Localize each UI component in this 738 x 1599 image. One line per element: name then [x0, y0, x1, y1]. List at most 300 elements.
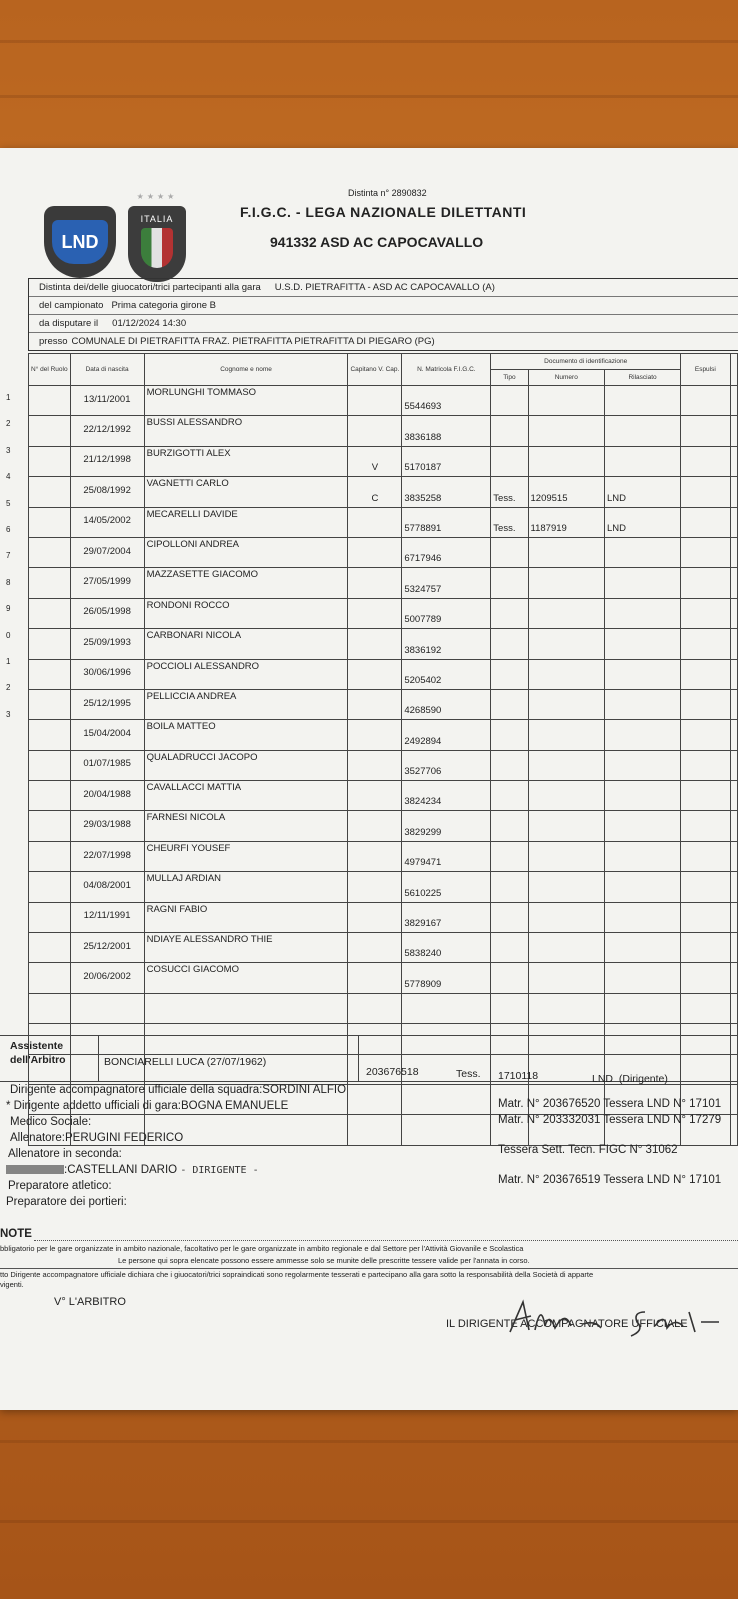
numero-cell	[528, 781, 604, 811]
birth-cell: 25/09/1993	[70, 629, 144, 659]
ruolo-cell	[29, 446, 71, 476]
numero-cell	[528, 933, 604, 963]
col-nome: Cognome e nome	[144, 354, 348, 386]
ruolo-cell	[29, 416, 71, 446]
birth-cell: 20/04/1988	[70, 781, 144, 811]
capitano-cell	[348, 416, 402, 446]
table-row	[29, 568, 738, 598]
table-row	[29, 720, 738, 750]
document-sheet	[0, 148, 738, 1410]
matricola-cell: 5778891	[402, 507, 491, 537]
capitano-cell	[348, 568, 402, 598]
extra-cell	[730, 933, 737, 963]
matricola-cell	[402, 1084, 491, 1114]
extra-cell	[730, 872, 737, 902]
col-capitano: Capitano V. Cap.	[348, 354, 402, 386]
capitano-cell	[348, 720, 402, 750]
tipo-cell	[491, 750, 528, 780]
handwritten-note: - DIRIGENTE -	[180, 1165, 259, 1176]
extra-cell	[730, 689, 737, 719]
rilasciato-cell	[604, 659, 680, 689]
tipo-cell	[491, 963, 528, 993]
espulsi-cell	[681, 963, 730, 993]
capitano-cell	[348, 872, 402, 902]
birth-cell: 14/05/2002	[70, 507, 144, 537]
birth-cell: 20/06/2002	[70, 963, 144, 993]
rilasciato-cell	[604, 416, 680, 446]
espulsi-cell	[681, 750, 730, 780]
name-cell: RONDONI ROCCO	[144, 598, 348, 628]
ruolo-cell	[29, 629, 71, 659]
italia-logo: ★★★★ ITALIA	[128, 206, 186, 282]
table-row	[29, 446, 738, 476]
birth-cell: 15/04/2004	[70, 720, 144, 750]
tipo-cell: Tess.	[491, 507, 528, 537]
medico-line: Medico Sociale:	[10, 1116, 92, 1128]
name-cell: MULLAJ ARDIAN	[144, 872, 348, 902]
numero-cell: 1187919	[528, 507, 604, 537]
row-number: 6	[6, 525, 11, 534]
numero-cell	[528, 872, 604, 902]
numero-cell	[528, 386, 604, 416]
capitano-cell	[348, 1115, 402, 1145]
birth-cell: 22/07/1998	[70, 841, 144, 871]
rilasciato-cell	[604, 568, 680, 598]
espulsi-cell	[681, 902, 730, 932]
rilasciato-cell	[604, 781, 680, 811]
matricola-cell	[402, 1115, 491, 1145]
ruolo-cell	[29, 963, 71, 993]
rilasciato-cell	[604, 689, 680, 719]
name-cell: MAZZASETTE GIACOMO	[144, 568, 348, 598]
tipo-cell	[491, 598, 528, 628]
birth-cell: 25/12/2001	[70, 933, 144, 963]
birth-cell: 22/12/1992	[70, 416, 144, 446]
campionato-line: del campionato Prima categoria girone B	[29, 297, 738, 315]
castellani-line: :CASTELLANI DARIO - DIRIGENTE -	[6, 1164, 259, 1176]
ruolo-cell	[29, 477, 71, 507]
extra-cell	[730, 1115, 737, 1145]
name-cell: PELLICCIA ANDREA	[144, 689, 348, 719]
tipo-cell	[491, 446, 528, 476]
lnd-logo-text: LND	[52, 220, 108, 264]
ruolo-cell	[29, 781, 71, 811]
espulsi-cell	[681, 568, 730, 598]
matricola-cell: 5324757	[402, 568, 491, 598]
team-title: 941332 ASD AC CAPOCAVALLO	[270, 234, 484, 250]
birth-cell: 25/08/1992	[70, 477, 144, 507]
extra-cell	[730, 781, 737, 811]
numero-cell	[528, 993, 604, 1023]
rilasciato-cell	[604, 446, 680, 476]
rilasciato-cell	[604, 386, 680, 416]
assistente-row	[0, 1035, 738, 1085]
ruolo-cell	[29, 902, 71, 932]
rilasciato-cell	[604, 750, 680, 780]
birth-cell	[70, 993, 144, 1023]
name-cell: BURZIGOTTI ALEX	[144, 446, 348, 476]
rilasciato-cell	[604, 720, 680, 750]
players-table	[28, 353, 738, 1146]
extra-cell	[730, 1084, 737, 1114]
espulsi-cell	[681, 933, 730, 963]
assistente-numero: 1710118	[498, 1070, 539, 1082]
extra-cell	[730, 720, 737, 750]
extra-cell	[730, 416, 737, 446]
numero-cell	[528, 720, 604, 750]
tipo-cell	[491, 841, 528, 871]
matricola-cell: 3835258	[402, 477, 491, 507]
seconda-line: Allenatore in seconda:	[8, 1148, 122, 1160]
espulsi-cell	[681, 872, 730, 902]
name-cell: CHEURFI YOUSEF	[144, 841, 348, 871]
table-row	[29, 963, 738, 993]
capitano-cell	[348, 629, 402, 659]
arbitro-label: V° L'ARBITRO	[54, 1296, 126, 1308]
matricola-cell: 5007789	[402, 598, 491, 628]
name-cell: BUSSI ALESSANDRO	[144, 416, 348, 446]
ruolo-cell	[29, 933, 71, 963]
lnd-logo	[44, 206, 116, 278]
ruolo-cell	[29, 689, 71, 719]
dirigente-ufficiale-label: IL DIRIGENTE ACCOMPAGNATORE UFFICIALE	[446, 1318, 688, 1330]
matricola-cell: 5170187	[402, 446, 491, 476]
data-line: da disputare il 01/12/2024 14:30	[29, 315, 738, 333]
numero-cell	[528, 446, 604, 476]
document-title: F.I.G.C. - LEGA NAZIONALE DILETTANTI	[240, 204, 527, 220]
dirigente-line: Dirigente accompagnatore ufficiale della squadra:SORDINI ALFIO	[10, 1084, 347, 1096]
col-rilasciato: Rilasciato	[604, 370, 680, 386]
rilasciato-cell: LND	[604, 507, 680, 537]
col-documento: Documento di identificazione	[491, 354, 681, 370]
addetto-matricola: Matr. N° 203332031 Tessera LND N° 17279	[498, 1114, 722, 1126]
assistente-matricola: 203676518	[366, 1066, 419, 1078]
table-row	[29, 750, 738, 780]
capitano-cell	[348, 1084, 402, 1114]
partecipanti-line: Distinta dei/delle giuocatori/trici partecipanti alla gara U.S.D. PIETRAFITTA - ASD AC CAPOCAVALLO (A)	[29, 279, 738, 297]
atletico-line: Preparatore atletico:	[8, 1180, 112, 1192]
matricola-cell: 5610225	[402, 872, 491, 902]
name-cell: CARBONARI NICOLA	[144, 629, 348, 659]
numero-cell	[528, 568, 604, 598]
extra-cell	[730, 750, 737, 780]
matricola-cell: 2492894	[402, 720, 491, 750]
rilasciato-cell	[604, 963, 680, 993]
extra-cell	[730, 993, 737, 1023]
extra-cell	[730, 446, 737, 476]
extra-cell	[730, 811, 737, 841]
col-nascita: Data di nascita	[70, 354, 144, 386]
tipo-cell	[491, 416, 528, 446]
espulsi-cell	[681, 781, 730, 811]
rilasciato-cell	[604, 841, 680, 871]
row-number: 0	[6, 630, 11, 640]
assistente-rilasciato: LND (Dirigente)	[592, 1073, 668, 1085]
espulsi-cell	[681, 720, 730, 750]
tipo-cell	[491, 933, 528, 963]
birth-cell: 21/12/1998	[70, 446, 144, 476]
note-line-1: bbligatorio per le gare organizzate in ambito nazionale, facoltativo per le gare organizzate in ambito regionale e dal Settore per l'Attività Giovanile e Scolastica	[0, 1244, 524, 1253]
name-cell: MORLUNGHI TOMMASO	[144, 386, 348, 416]
espulsi-cell	[681, 416, 730, 446]
rilasciato-cell	[604, 629, 680, 659]
rilasciato-cell	[604, 598, 680, 628]
extra-cell	[730, 963, 737, 993]
birth-cell: 29/07/2004	[70, 537, 144, 567]
numero-cell	[528, 629, 604, 659]
table-row	[29, 507, 738, 537]
tipo-cell	[491, 689, 528, 719]
table-row	[29, 872, 738, 902]
matricola-cell: 5544693	[402, 386, 491, 416]
tipo-cell	[491, 902, 528, 932]
matricola-cell: 3836188	[402, 416, 491, 446]
row-number: 1	[6, 393, 11, 402]
extra-cell	[730, 477, 737, 507]
capitano-cell	[348, 689, 402, 719]
name-cell: VAGNETTI CARLO	[144, 477, 348, 507]
capitano-cell	[348, 933, 402, 963]
ruolo-cell	[29, 993, 71, 1023]
tipo-cell	[491, 659, 528, 689]
addetto-line: * Dirigente addetto ufficiali di gara:BOGNA EMANUELE	[6, 1100, 289, 1112]
assistente-label-2: dell'Arbitro	[10, 1054, 66, 1066]
ruolo-cell	[29, 568, 71, 598]
row-number: 7	[6, 551, 11, 561]
ruolo-cell	[29, 659, 71, 689]
name-cell	[144, 993, 348, 1023]
espulsi-cell	[681, 477, 730, 507]
extra-cell	[730, 386, 737, 416]
tipo-cell	[491, 568, 528, 598]
capitano-cell	[348, 537, 402, 567]
note-line-2: Le persone qui sopra elencate possono essere ammesse solo se munite delle prescritte tessere valide per l'annata in corso.	[118, 1256, 530, 1265]
espulsi-cell	[681, 993, 730, 1023]
espulsi-cell	[681, 537, 730, 567]
extra-cell	[730, 507, 737, 537]
numero-cell	[528, 841, 604, 871]
numero-cell	[528, 811, 604, 841]
extra-cell	[730, 629, 737, 659]
note-line-4: vigenti.	[0, 1280, 24, 1289]
capitano-cell: V	[348, 446, 402, 476]
rilasciato-cell	[604, 872, 680, 902]
name-cell: QUALADRUCCI JACOPO	[144, 750, 348, 780]
espulsi-cell	[681, 446, 730, 476]
match-info-box	[28, 278, 738, 351]
ruolo-cell	[29, 537, 71, 567]
espulsi-cell	[681, 811, 730, 841]
col-numero: Numero	[528, 370, 604, 386]
table-row	[29, 993, 738, 1023]
extra-cell	[730, 537, 737, 567]
espulsi-cell	[681, 598, 730, 628]
assistente-label: Assistente	[10, 1040, 64, 1052]
rilasciato-cell: LND	[604, 477, 680, 507]
birth-cell: 26/05/1998	[70, 598, 144, 628]
capitano-cell	[348, 781, 402, 811]
birth-cell: 25/12/1995	[70, 689, 144, 719]
matricola-cell: 3527706	[402, 750, 491, 780]
birth-cell: 27/05/1999	[70, 568, 144, 598]
name-cell: FARNESI NICOLA	[144, 811, 348, 841]
matricola-cell: 4268590	[402, 689, 491, 719]
extra-cell	[730, 568, 737, 598]
ruolo-cell	[29, 720, 71, 750]
row-number: 1	[6, 657, 11, 666]
tipo-cell	[491, 781, 528, 811]
numero-cell	[528, 537, 604, 567]
tipo-cell	[491, 629, 528, 659]
row-number: 3	[6, 709, 11, 719]
numero-cell: 1209515	[528, 477, 604, 507]
numero-cell	[528, 963, 604, 993]
name-cell: POCCIOLI ALESSANDRO	[144, 659, 348, 689]
capitano-cell	[348, 963, 402, 993]
capitano-cell	[348, 598, 402, 628]
table-row	[29, 537, 738, 567]
row-number: 4	[6, 472, 11, 482]
tipo-cell	[491, 537, 528, 567]
birth-cell: 04/08/2001	[70, 872, 144, 902]
numero-cell	[528, 902, 604, 932]
row-number: 9	[6, 604, 11, 614]
name-cell: BOILA MATTEO	[144, 720, 348, 750]
col-espulsi: Espulsi	[681, 354, 730, 386]
name-cell: RAGNI FABIO	[144, 902, 348, 932]
name-cell: MECARELLI DAVIDE	[144, 507, 348, 537]
numero-cell	[528, 689, 604, 719]
extra-cell	[730, 598, 737, 628]
ruolo-cell	[29, 750, 71, 780]
matricola-cell: 3829167	[402, 902, 491, 932]
ruolo-cell	[29, 386, 71, 416]
rilasciato-cell	[604, 933, 680, 963]
tipo-cell	[491, 386, 528, 416]
matricola-cell: 3824234	[402, 781, 491, 811]
matricola-cell: 5838240	[402, 933, 491, 963]
col-matricola: N. Matricola F.I.G.C.	[402, 354, 491, 386]
birth-cell: 13/11/2001	[70, 386, 144, 416]
name-cell: NDIAYE ALESSANDRO THIE	[144, 933, 348, 963]
tipo-cell	[491, 872, 528, 902]
birth-cell: 12/11/1991	[70, 902, 144, 932]
note-line-3: tto Dirigente accompagnatore ufficiale dichiara che i giuocatori/trici sopraindicati sono regolarmente tesserati e partecipano alla gara sotto la responsabilità della Società di apparte	[0, 1270, 594, 1279]
matricola-cell: 5205402	[402, 659, 491, 689]
espulsi-cell	[681, 841, 730, 871]
capitano-cell	[348, 993, 402, 1023]
capitano-cell	[348, 507, 402, 537]
numero-cell	[528, 750, 604, 780]
capitano-cell	[348, 659, 402, 689]
tipo-cell	[491, 811, 528, 841]
table-row	[29, 629, 738, 659]
numero-cell	[528, 598, 604, 628]
table-row	[29, 841, 738, 871]
table-row	[29, 386, 738, 416]
assistente-name: BONCIARELLI LUCA (27/07/1962)	[104, 1056, 267, 1068]
capitano-cell	[348, 841, 402, 871]
rilasciato-cell	[604, 537, 680, 567]
matricola-cell: 5778909	[402, 963, 491, 993]
ruolo-cell	[29, 811, 71, 841]
tipo-cell: Tess.	[491, 477, 528, 507]
birth-cell: 29/03/1988	[70, 811, 144, 841]
row-number: 3	[6, 445, 11, 455]
capitano-cell	[348, 386, 402, 416]
extra-cell	[730, 659, 737, 689]
ruolo-cell	[29, 598, 71, 628]
espulsi-cell	[681, 629, 730, 659]
row-number: 2	[6, 683, 11, 693]
signature-icon	[505, 1282, 725, 1342]
presso-line: presso COMUNALE DI PIETRAFITTA FRAZ. PIETRAFITTA PIETRAFITTA DI PIEGARO (PG)	[39, 336, 435, 347]
rilasciato-cell	[604, 902, 680, 932]
matricola-cell: 6717946	[402, 537, 491, 567]
table-row	[29, 933, 738, 963]
table-row	[29, 477, 738, 507]
tipo-cell	[491, 720, 528, 750]
row-number: 8	[6, 577, 11, 587]
name-cell: CAVALLACCI MATTIA	[144, 781, 348, 811]
rilasciato-cell	[604, 993, 680, 1023]
table-row	[29, 416, 738, 446]
tricolor-shield-icon	[141, 228, 173, 268]
espulsi-cell	[681, 507, 730, 537]
portieri-line: Preparatore dei portieri:	[6, 1196, 127, 1208]
matricola-cell	[402, 993, 491, 1023]
matricola-cell: 3836192	[402, 629, 491, 659]
table-row	[29, 598, 738, 628]
dirigente-matricola: Matr. N° 203676520 Tessera LND N° 17101	[498, 1098, 722, 1110]
capitano-cell	[348, 902, 402, 932]
name-cell: CIPOLLONI ANDREA	[144, 537, 348, 567]
note-label: NOTE	[0, 1228, 32, 1240]
allenatore-line: Allenatore:PERUGINI FEDERICO	[10, 1132, 184, 1144]
capitano-cell: C	[348, 477, 402, 507]
table-row	[29, 902, 738, 932]
atletico-matricola: Matr. N° 203676519 Tessera LND N° 17101	[498, 1174, 722, 1186]
matricola-cell: 4979471	[402, 841, 491, 871]
row-number: 2	[6, 419, 11, 429]
espulsi-cell	[681, 659, 730, 689]
row-number: 5	[6, 498, 11, 508]
name-cell: COSUCCI GIACOMO	[144, 963, 348, 993]
espulsi-cell	[681, 386, 730, 416]
matricola-cell: 3829299	[402, 811, 491, 841]
italia-logo-text: ITALIA	[140, 214, 174, 224]
table-row	[29, 659, 738, 689]
birth-cell: 30/06/1996	[70, 659, 144, 689]
distinta-number: Distinta n° 2890832	[348, 188, 427, 198]
capitano-cell	[348, 811, 402, 841]
redacted-mark	[6, 1165, 64, 1174]
allenatore-tessera: Tessera Sett. Tecn. FIGC N° 31062	[498, 1144, 678, 1156]
birth-cell: 01/07/1985	[70, 750, 144, 780]
espulsi-cell	[681, 689, 730, 719]
extra-cell	[730, 841, 737, 871]
col-ruolo: N° del Ruolo	[29, 354, 71, 386]
ruolo-cell	[29, 872, 71, 902]
rilasciato-cell	[604, 811, 680, 841]
capitano-cell	[348, 750, 402, 780]
ruolo-cell	[29, 841, 71, 871]
table-row	[29, 781, 738, 811]
numero-cell	[528, 416, 604, 446]
ruolo-cell	[29, 507, 71, 537]
col-tipo: Tipo	[491, 370, 528, 386]
extra-cell	[730, 902, 737, 932]
